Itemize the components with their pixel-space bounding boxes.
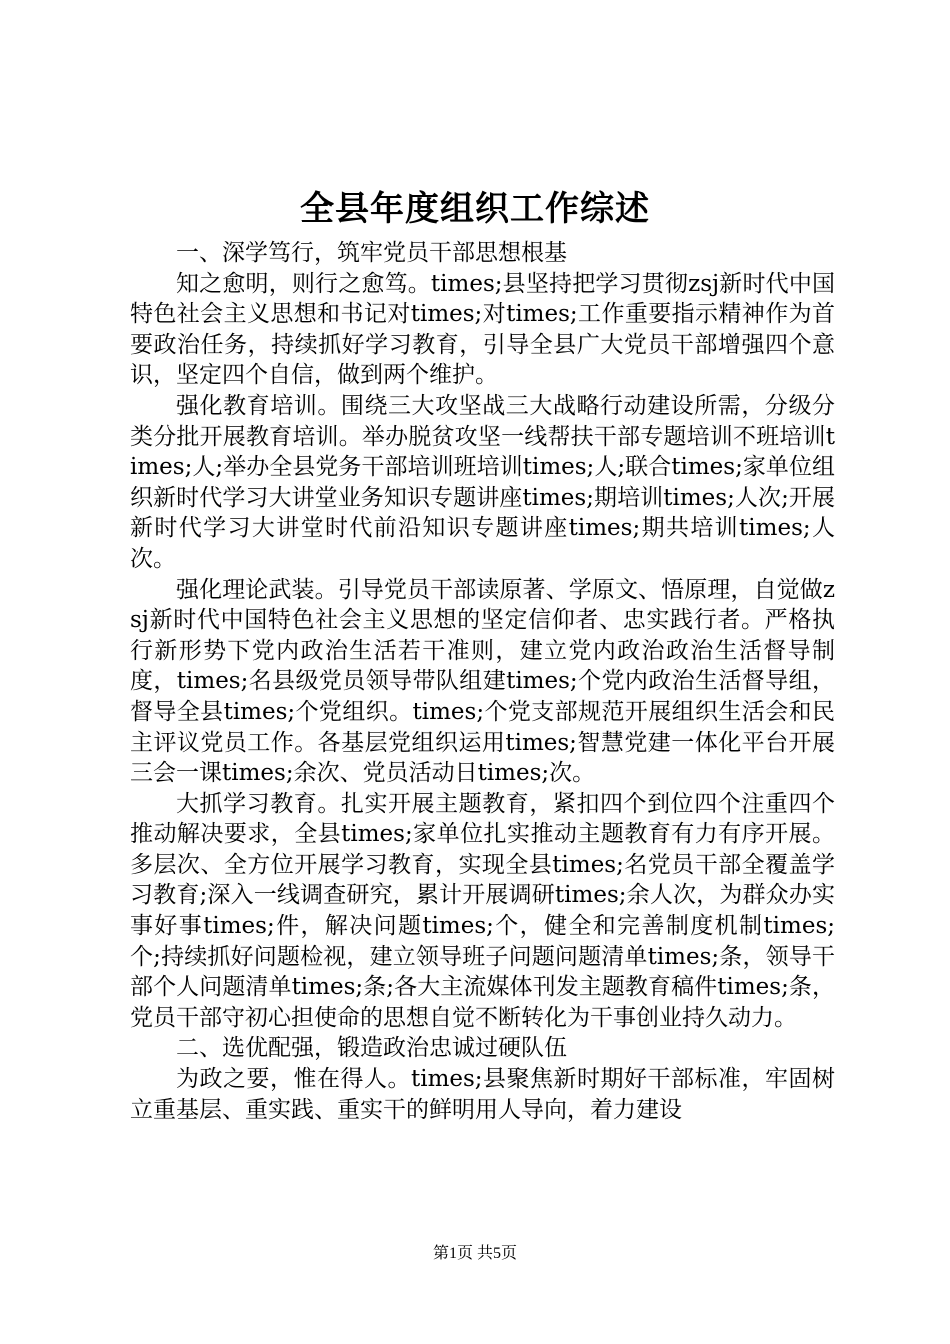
document-title: 全县年度组织工作综述 bbox=[300, 189, 650, 229]
document-body bbox=[130, 238, 835, 1125]
section-heading: 二、选优配强，锻造政治忠诚过硬队伍 bbox=[176, 1035, 567, 1062]
paragraph: 大抓学习教育。扎实开展主题教育，紧扣四个到位四个注重四个推动解决要求，全县times;家单位扎实推动主题教育有力有序开展。多层次、全方位开展学习教育，实现全县times;名党员干部全覆盖学习教育;深入一线调查研究，累计开展调研times;余人次，为群众办实事好事times;件，解决问题times;个，健全和完善制度机制times;个;持续抓好问题检视，建立领导班子问题问题清单times;条，领导干部个人问题清单times;条;各大主流媒体刊发主题教育稿件times;条，党员干部守初心担使命的思想自觉不断转化为干事创业持久动力。 bbox=[130, 790, 835, 1031]
paragraph: 为政之要，惟在得人。times;县聚焦新时期好干部标准，牢固树立重基层、重实践、重实干的鲜明用人导向，着力建设 bbox=[130, 1066, 835, 1123]
paragraph: 强化理论武装。引导党员干部读原著、学原文、悟原理，自觉做zsj新时代中国特色社会主义思想的坚定信仰者、忠实践行者。严格执行新形势下党内政治生活若干准则，建立党内政治政治生活督导制度，times;名县级党员领导带队组建times;个党内政治生活督导组，督导全县times;个党组织。times;个党支部规范开展组织生活会和民主评议党员工作。各基层党组织运用times;智慧党建一体化平台开展三会一课times;余次、党员活动日times;次。 bbox=[130, 576, 835, 787]
paragraph: 知之愈明，则行之愈笃。times;县坚持把学习贯彻zsj新时代中国特色社会主义思想和书记对times;对times;工作重要指示精神作为首要政治任务，持续抓好学习教育，引导全县广大党员干部增强四个意识，坚定四个自信，做到两个维护。 bbox=[130, 270, 835, 389]
paragraph: 强化教育培训。围绕三大攻坚战三大战略行动建设所需，分级分类分批开展教育培训。举办脱贫攻坚一线帮扶干部专题培训不班培训times;人;举办全县党务干部培训班培训times;人;联合times;家单位组织新时代学习大讲堂业务知识专题讲座times;期培训times;人次;开展新时代学习大讲堂时代前沿知识专题讲座times;期共培训times;人次。 bbox=[130, 392, 835, 572]
section-heading: 一、深学笃行，筑牢党员干部思想根基 bbox=[176, 240, 567, 266]
page-footer: 第1页 共5页 bbox=[432, 1245, 517, 1262]
